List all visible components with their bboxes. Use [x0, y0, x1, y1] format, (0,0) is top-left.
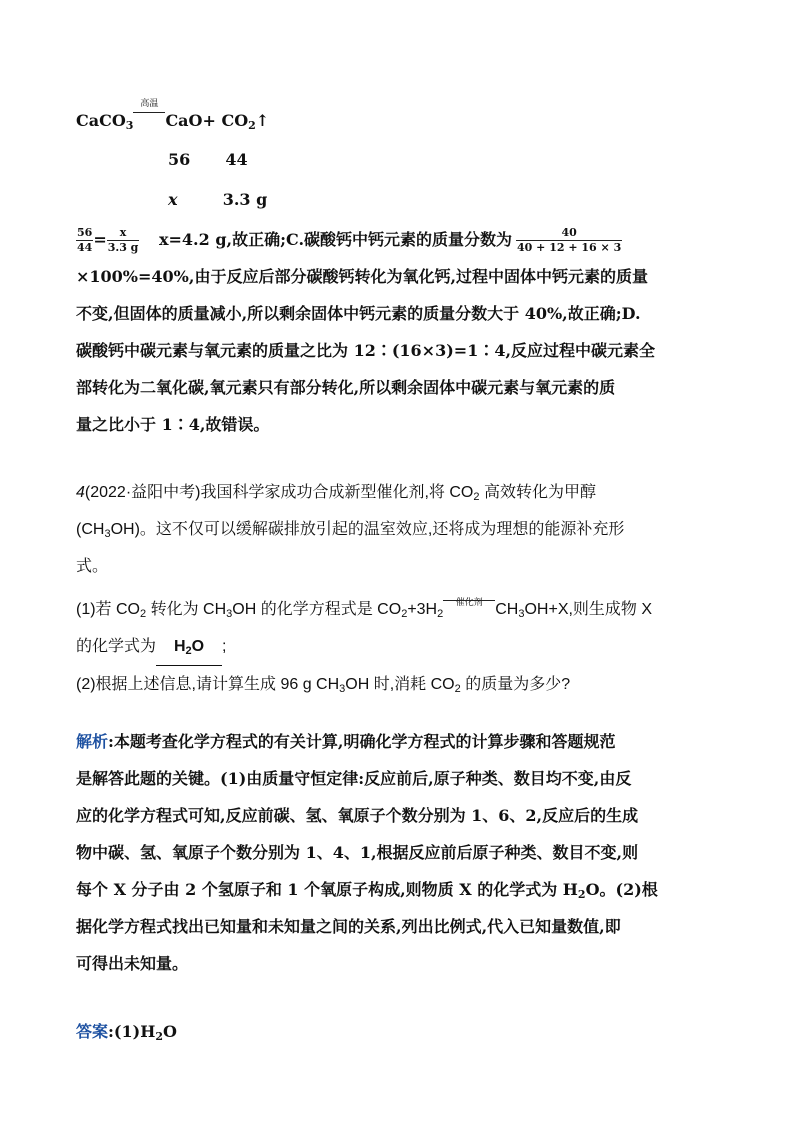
analysis-line-5 [76, 871, 718, 908]
analysis-line-1 [76, 723, 718, 760]
p1-text: +3H [407, 601, 438, 618]
known-mass: 3.3 g [222, 190, 268, 209]
subscript: 2 [473, 491, 480, 503]
subscript: 2 [155, 1030, 163, 1043]
analysis-text: 每个 X 分子由 2 个氢原子和 1 个氧原子构成,则物质 X 的化学式为 H [76, 880, 578, 899]
analysis-line-7: 可得出未知量。 [76, 954, 189, 973]
subscript: 2 [577, 888, 586, 901]
solution-line-2: ×100%=40%,由于反应后部分碳酸钙转化为氧化钙,过程中固体中钙元素的质量 [76, 267, 649, 286]
solution-line-3: 不变,但固体的质量减小,所以剩余固体中钙元素的质量分数大于 40%,故正确;D. [76, 304, 641, 323]
subscript: 3 [518, 608, 525, 620]
answer-label: 答案 [76, 1022, 109, 1041]
solution-result: x=4.2 g,故正确;C.碳酸钙中钙元素的质量分数为 [158, 230, 513, 249]
frac-den: 40 + 12 + 16 × 3 [517, 241, 622, 254]
fraction-x-3.3g [107, 226, 140, 255]
subscript: 3 [339, 683, 346, 695]
blank-answer: H [173, 638, 186, 655]
fraction-56-44 [76, 226, 93, 255]
solution-line-1 [76, 221, 718, 258]
subscript: 3 [125, 119, 134, 132]
question-number: 4 [76, 484, 85, 501]
reactant: CaCO [76, 111, 126, 130]
p1-text: CH [495, 601, 519, 618]
question-4-part-2 [76, 666, 718, 703]
analysis-paragraph [76, 723, 718, 982]
question-4-line-3: 式。 [76, 558, 109, 575]
solution-paragraph [76, 221, 718, 443]
p2-text: OH 时,消耗 CO [345, 676, 455, 693]
p2-text: (2)根据上述信息,请计算生成 96 g CH [76, 676, 340, 693]
ratio-row-2 [168, 190, 267, 209]
unknown-x: x [168, 190, 178, 209]
analysis-line-2: 是解答此题的关键。(1)由质量守恒定律:反应前后,原子种类、数目均不变,由反 [76, 769, 632, 788]
p1-text: 转化为 CH [146, 601, 227, 618]
frac-num: x [107, 226, 140, 241]
subscript: 2 [248, 119, 256, 132]
frac-den: 3.3 g [107, 241, 139, 254]
gas-arrow: ↑ [255, 111, 270, 130]
q4-text: 高效转化为甲醇 [479, 484, 596, 501]
question-4-part-1 [76, 591, 718, 628]
condition-bar [443, 600, 495, 601]
reaction-condition [133, 99, 165, 126]
analysis-text: :本题考查化学方程式的有关计算,明确化学方程式的计算步骤和答题规范 [108, 732, 616, 751]
answer-blank [156, 628, 222, 666]
question-4-line-2 [76, 511, 718, 548]
products: CaO+ CO [165, 111, 249, 130]
solution-line-4: 碳酸钙中碳元素与氧元素的质量之比为 12∶(16×3)=1∶4,反应过程中碳元素全 [76, 341, 656, 360]
q4-text: (2022·益阳中考)我国科学家成功合成新型催化剂,将 CO [84, 484, 474, 501]
subscript: 2 [401, 608, 408, 620]
subscript: 2 [437, 608, 444, 620]
analysis-line-6: 据化学方程式找出已知量和未知量之间的关系,列出比例式,代入已知量数值,即 [76, 917, 621, 936]
condition-label: 催化剂 [455, 597, 483, 607]
subscript: 3 [226, 608, 233, 620]
answer-text: O [162, 1022, 177, 1041]
question-4 [76, 474, 718, 703]
answer-line [76, 1013, 718, 1050]
p1-text: OH+X,则生成物 X [524, 601, 653, 618]
condition-label: 高温 [140, 99, 159, 109]
q4-text: (CH [76, 521, 105, 538]
condition-bar [133, 112, 165, 113]
p1-text: (1)若 CO [76, 601, 141, 618]
p1-text: 的化学式为 [76, 638, 157, 655]
p2-text: 的质量为多少? [460, 676, 571, 693]
analysis-line-3: 应的化学方程式可知,反应前碳、氢、氧原子个数分别为 1、6、2,反应后的生成 [76, 806, 639, 825]
molar-mass-caco3: 56 [168, 150, 191, 169]
catalyst-condition [443, 597, 495, 614]
subscript: 2 [454, 683, 461, 695]
frac-num: 56 [77, 226, 93, 239]
answer-text: :(1)H [108, 1022, 156, 1041]
subscript: 2 [140, 608, 147, 620]
fraction-ca-mass [516, 226, 622, 255]
subscript: 3 [104, 528, 111, 540]
molar-mass-co2: 44 [225, 150, 248, 169]
analysis-label: 解析 [76, 732, 109, 751]
solution-line-6: 量之比小于 1∶4,故错误。 [76, 415, 270, 434]
solution-line-5: 部转化为二氧化碳,氧元素只有部分转化,所以剩余固体中碳元素与氧元素的质 [76, 378, 616, 397]
subscript: 2 [185, 645, 192, 657]
question-4-line-1 [76, 474, 718, 511]
p1-text: OH 的化学方程式是 CO [232, 601, 402, 618]
frac-den: 44 [77, 241, 93, 254]
equals: = [93, 230, 107, 249]
blank-answer: O [191, 638, 205, 655]
question-4-part-1-line-2 [76, 628, 718, 666]
p1-text: ; [222, 638, 227, 655]
analysis-text: O。(2)根 [585, 880, 658, 899]
analysis-line-4: 物中碳、氢、氧原子个数分别为 1、4、1,根据反应前后原子种类、数目不变,则 [76, 843, 639, 862]
ratio-row-1 [168, 150, 248, 169]
frac-num: 40 [516, 226, 622, 241]
chemical-equation [76, 99, 270, 132]
q4-text: OH)。这不仅可以缓解碳排放引起的温室效应,还将成为理想的能源补充形 [110, 521, 625, 538]
